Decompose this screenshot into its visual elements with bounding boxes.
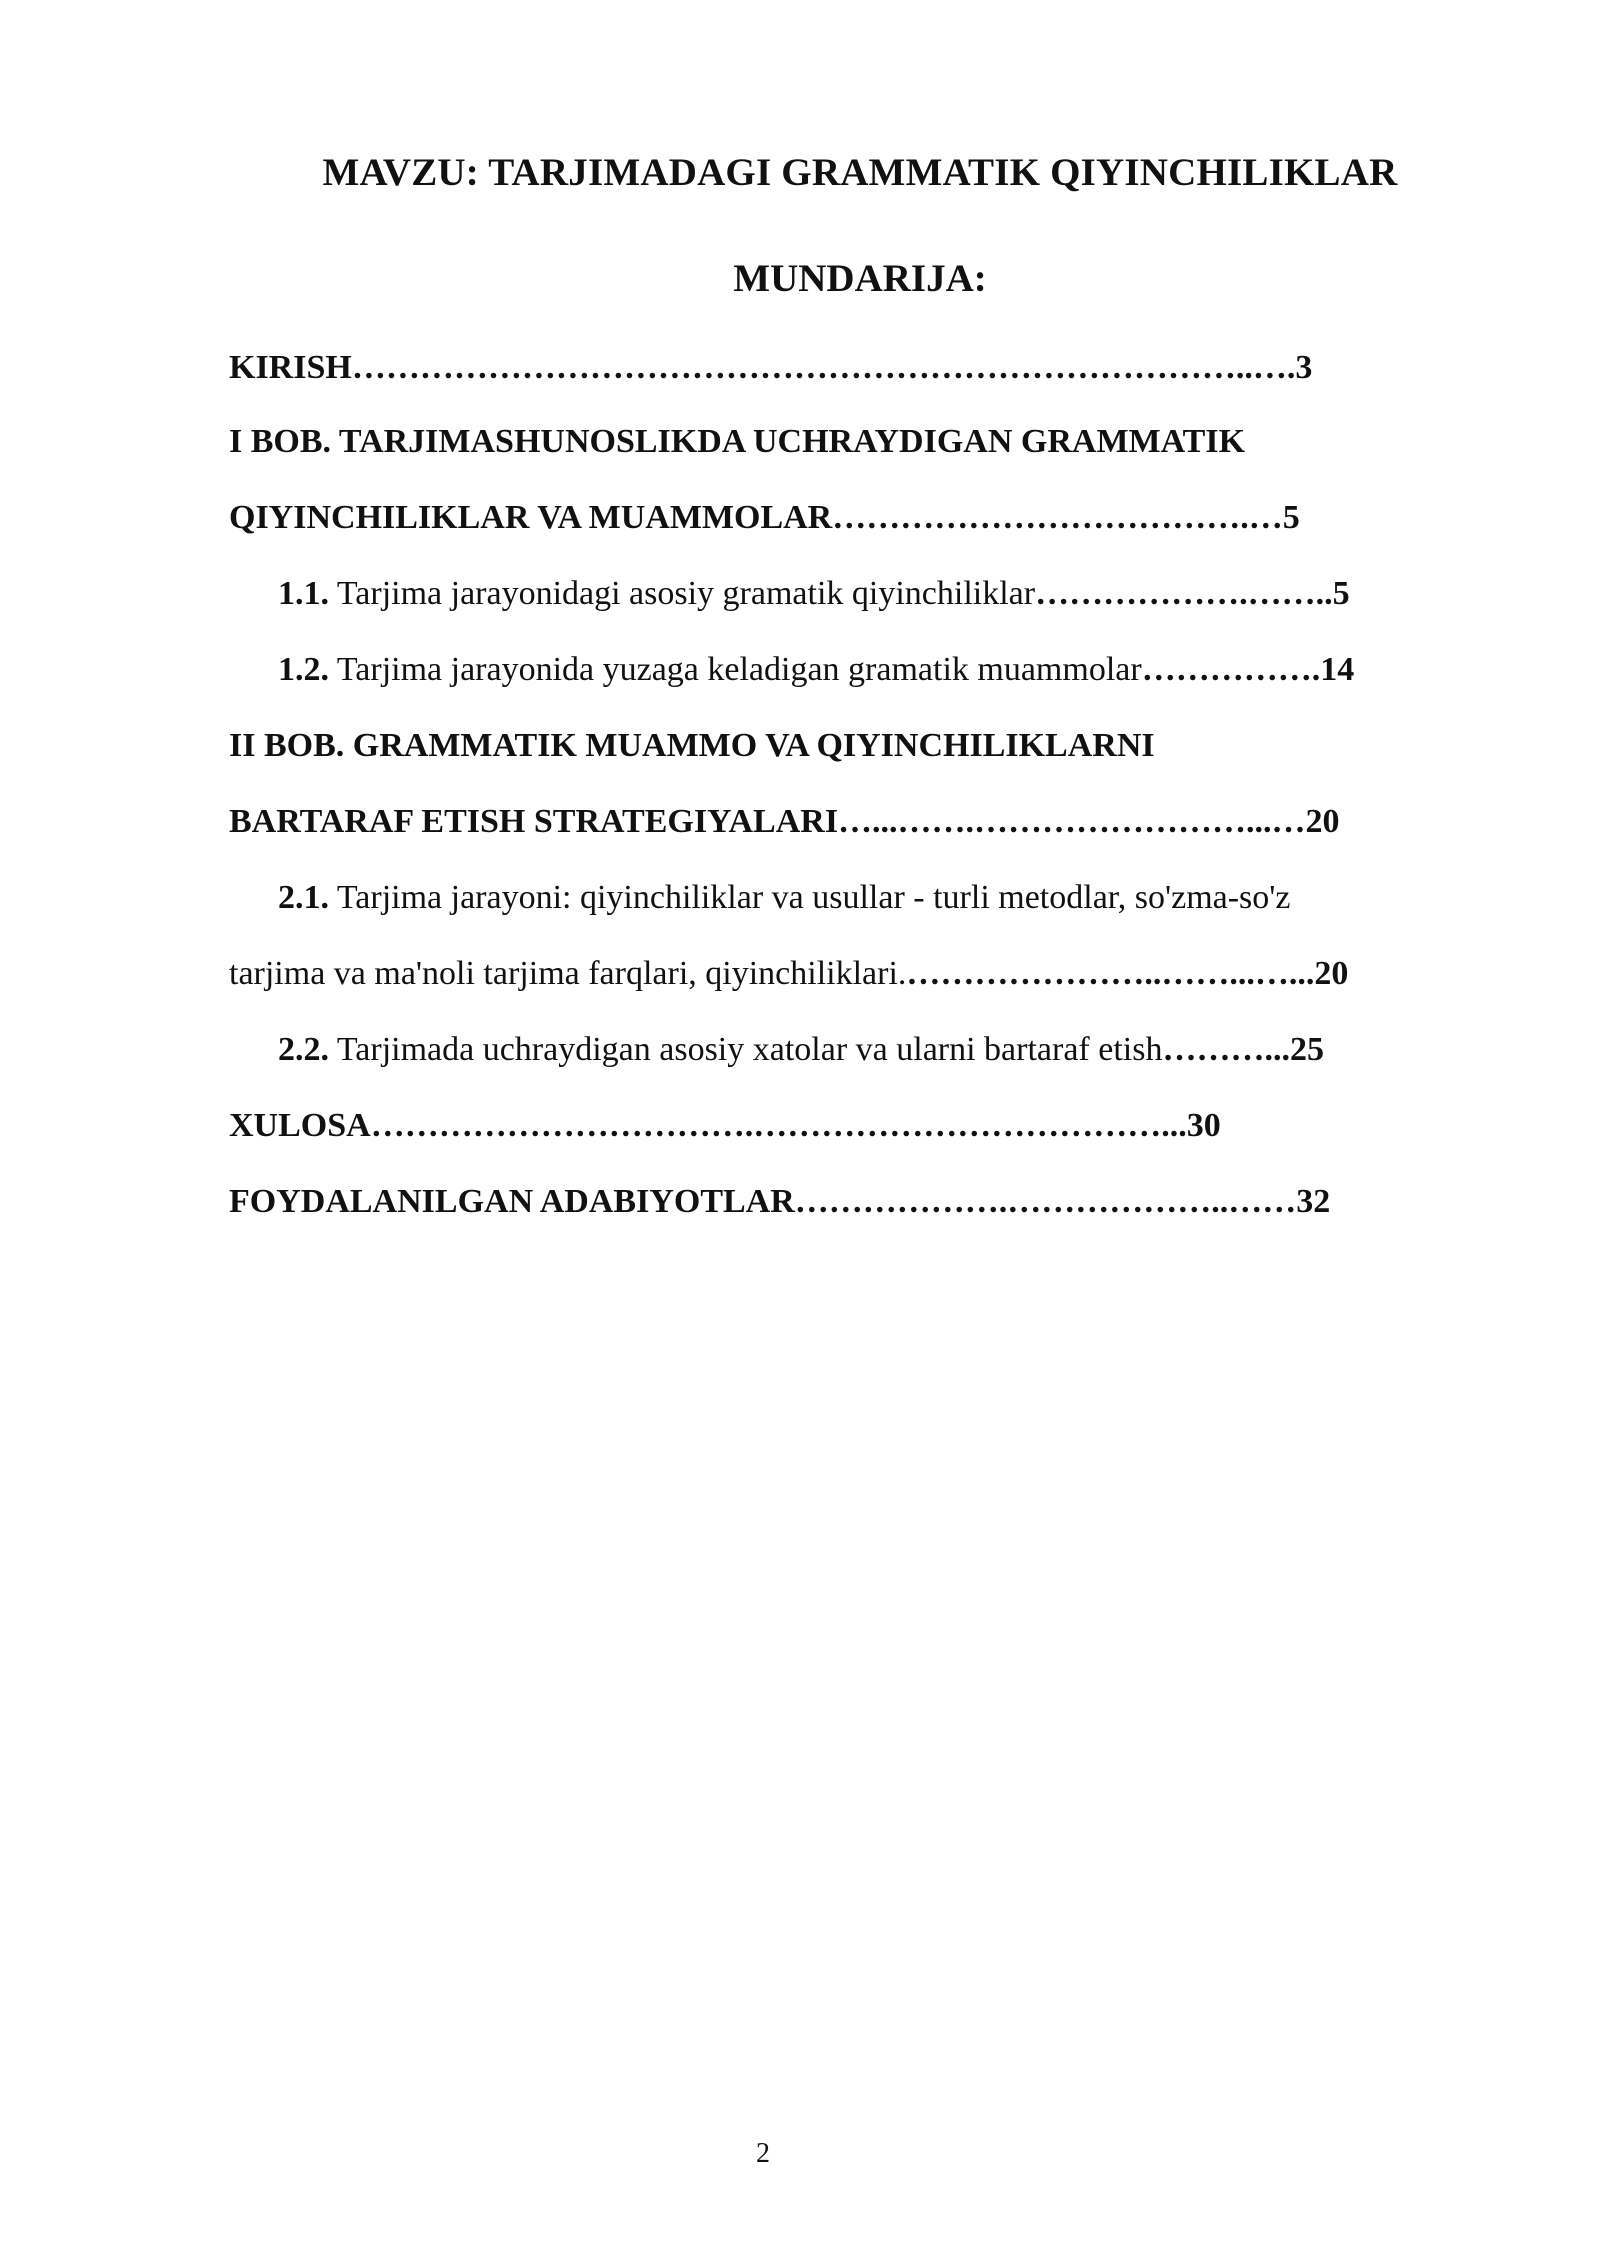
toc-heading: MUNDARIJA: <box>733 257 987 300</box>
toc-entry-bob2-line2: BARTARAF ETISH STRATEGIYALARI…...…….……………………...…20 <box>229 803 1340 840</box>
section-title-continued: tarjima va ma'noli tarjima farqlari, qiyinchiliklari. <box>229 955 907 992</box>
section-title: Tarjima jarayonida yuzaga keladigan gramatik muammolar <box>329 651 1142 688</box>
section-title: Tarjima jarayonidagi asosiy gramatik qiyinchiliklar <box>329 575 1036 612</box>
toc-entry-bob1-line2: QIYINCHILIKLAR VA MUAMMOLAR……………………………….…5 <box>229 499 1300 536</box>
section-page-leader: ………...25 <box>1162 1031 1324 1068</box>
section-title: Tarjimada uchraydigan asosiy xatolar va ularni bartaraf etish <box>329 1031 1163 1068</box>
section-number: 1.1. <box>278 575 329 612</box>
toc-entry-bob2-line1: II BOB. GRAMMATIK MUAMMO VA QIYINCHILIKLARNI <box>229 727 1155 764</box>
section-title: Tarjima jarayoni: qiyinchiliklar va usullar - turli metodlar, so'zma-so'z <box>329 879 1291 916</box>
section-number: 1.2. <box>278 651 329 688</box>
section-page-leader: …………………..……...…...20 <box>906 955 1349 992</box>
toc-entry-section-1-2 <box>278 648 1354 692</box>
toc-entry-bob1-line1: I BOB. TARJIMASHUNOSLIKDA UCHRAYDIGAN GRAMMATIK <box>229 423 1246 460</box>
section-page-leader: …………….14 <box>1141 651 1355 688</box>
toc-entry-kirish: KIRISH……………………………………………………………………..….3 <box>229 349 1313 386</box>
section-number: 2.2. <box>278 1031 329 1068</box>
toc-entry-adabiyotlar: FOYDALANILGAN ADABIYOTLAR……………….………………..……32 <box>229 1183 1331 1220</box>
toc-entry-section-2-2 <box>278 1028 1324 1072</box>
toc-entry-section-1-1 <box>278 572 1350 616</box>
toc-entry-xulosa: XULOSA…………………………….………………………………...30 <box>229 1107 1221 1144</box>
section-number: 2.1. <box>278 879 329 916</box>
section-page-leader: ……………….……..5 <box>1035 575 1350 612</box>
toc-entry-section-2-1-line1 <box>278 876 1291 920</box>
page-number: 2 <box>756 2138 770 2169</box>
toc-entry-section-2-1-line2 <box>229 952 1348 996</box>
document-title: MAVZU: TARJIMADAGI GRAMMATIK QIYINCHILIKLAR <box>322 151 1398 194</box>
